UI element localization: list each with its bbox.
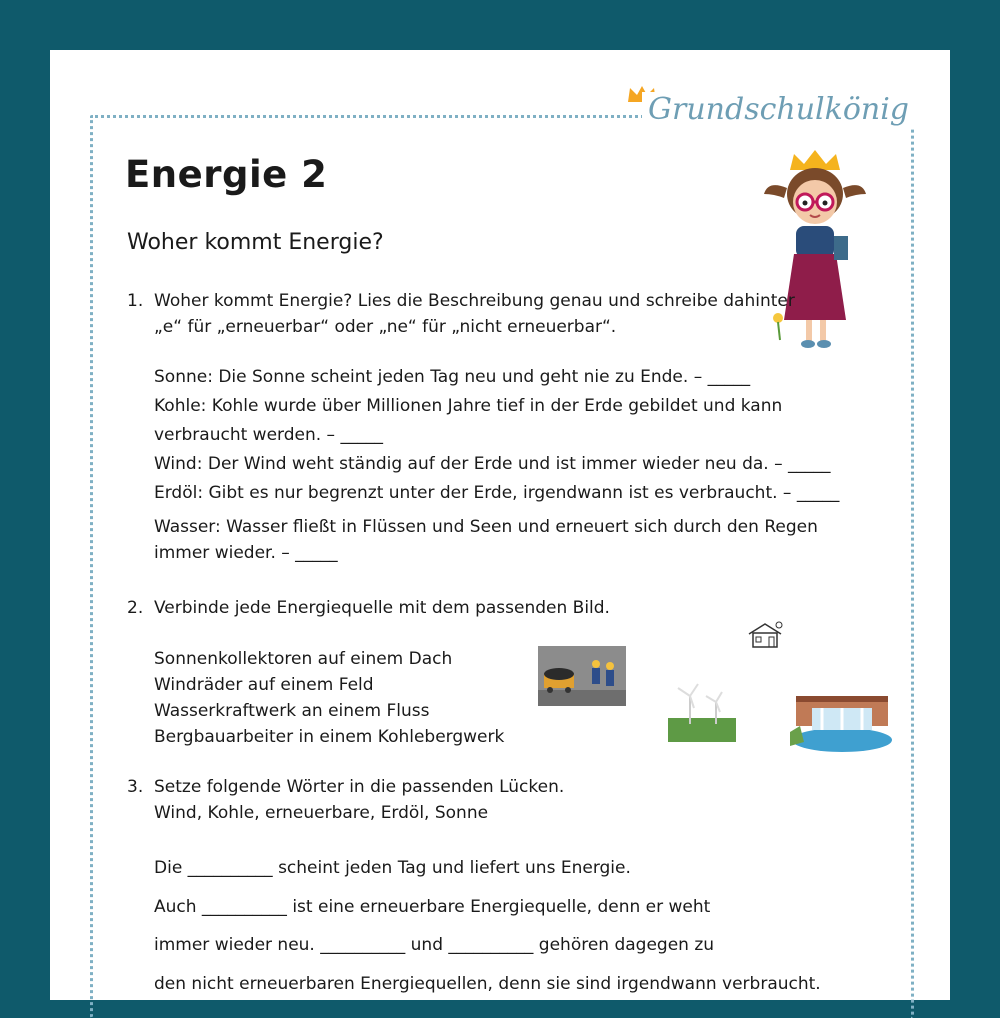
task-2 bbox=[127, 595, 727, 621]
task-1-line-1: Woher kommt Energie? Lies die Beschreibung genau und schreibe dahinter bbox=[154, 291, 795, 311]
task-1-item-kohle-cont: verbraucht werden. – _____ bbox=[154, 425, 383, 445]
task-1 bbox=[127, 288, 867, 340]
solar-house-icon bbox=[745, 620, 785, 650]
task-3-line-2: Auch __________ ist eine erneuerbare Energiequelle, denn er weht bbox=[154, 896, 711, 917]
task-3 bbox=[127, 774, 827, 826]
task-3-cloze bbox=[154, 849, 874, 1003]
task-1-item-erdoel: Erdöl: Gibt es nur begrenzt unter der Erde, irgendwann ist es verbraucht. – _____ bbox=[154, 483, 840, 503]
task-1-item-wasser-cont: immer wieder. – _____ bbox=[154, 543, 338, 563]
task-3-line-1: Die __________ scheint jeden Tag und liefert uns Energie. bbox=[154, 858, 631, 878]
task-3-word-bank: Wind, Kohle, erneuerbare, Erdöl, Sonne bbox=[154, 803, 489, 823]
task-3-instruction: Setze folgende Wörter in die passenden Lücken. bbox=[154, 777, 565, 797]
task-3-line-3: immer wieder neu. __________ und __________ gehören dagegen zu bbox=[154, 935, 715, 955]
task-3-line-4: den nicht erneuerbaren Energiequellen, denn sie sind irgendwann verbraucht. bbox=[154, 973, 821, 994]
task-2-number: 2. bbox=[127, 598, 144, 618]
task-1-items bbox=[154, 363, 874, 566]
task-1-line-2: „e“ für „erneuerbar“ oder „ne“ für „nicht erneuerbar“. bbox=[154, 317, 617, 337]
task-2-items bbox=[154, 646, 504, 750]
task-2-instruction: Verbinde jede Energiequelle mit dem passenden Bild. bbox=[154, 598, 610, 618]
task-2-item-coal: Bergbauarbeiter in einem Kohlebergwerk bbox=[154, 727, 505, 747]
page-title: Energie 2 bbox=[125, 153, 328, 196]
hydro-power-plant-icon bbox=[790, 692, 894, 754]
page-subtitle: Woher kommt Energie? bbox=[127, 230, 384, 255]
brand-logo: Grundschulkönig bbox=[642, 92, 915, 127]
task-2-item-solar: Sonnenkollektoren auf einem Dach bbox=[154, 649, 453, 669]
coal-miners-icon bbox=[538, 646, 626, 706]
task-1-item-wind: Wind: Der Wind weht ständig auf der Erde und ist immer wieder neu da. – _____ bbox=[154, 454, 831, 474]
task-1-number: 1. bbox=[127, 291, 144, 311]
worksheet bbox=[50, 50, 950, 1000]
task-3-number: 3. bbox=[127, 777, 144, 797]
task-2-item-wind: Windräder auf einem Feld bbox=[154, 675, 374, 695]
wind-turbines-icon bbox=[668, 680, 736, 742]
task-1-item-kohle: Kohle: Kohle wurde über Millionen Jahre tief in der Erde gebildet und kann bbox=[154, 396, 783, 416]
task-2-item-water: Wasserkraftwerk an einem Fluss bbox=[154, 701, 430, 721]
task-1-item-wasser: Wasser: Wasser fließt in Flüssen und Seen und erneuert sich durch den Regen bbox=[154, 517, 818, 537]
task-1-item-sonne: Sonne: Die Sonne scheint jeden Tag neu und geht nie zu Ende. – _____ bbox=[154, 367, 751, 387]
